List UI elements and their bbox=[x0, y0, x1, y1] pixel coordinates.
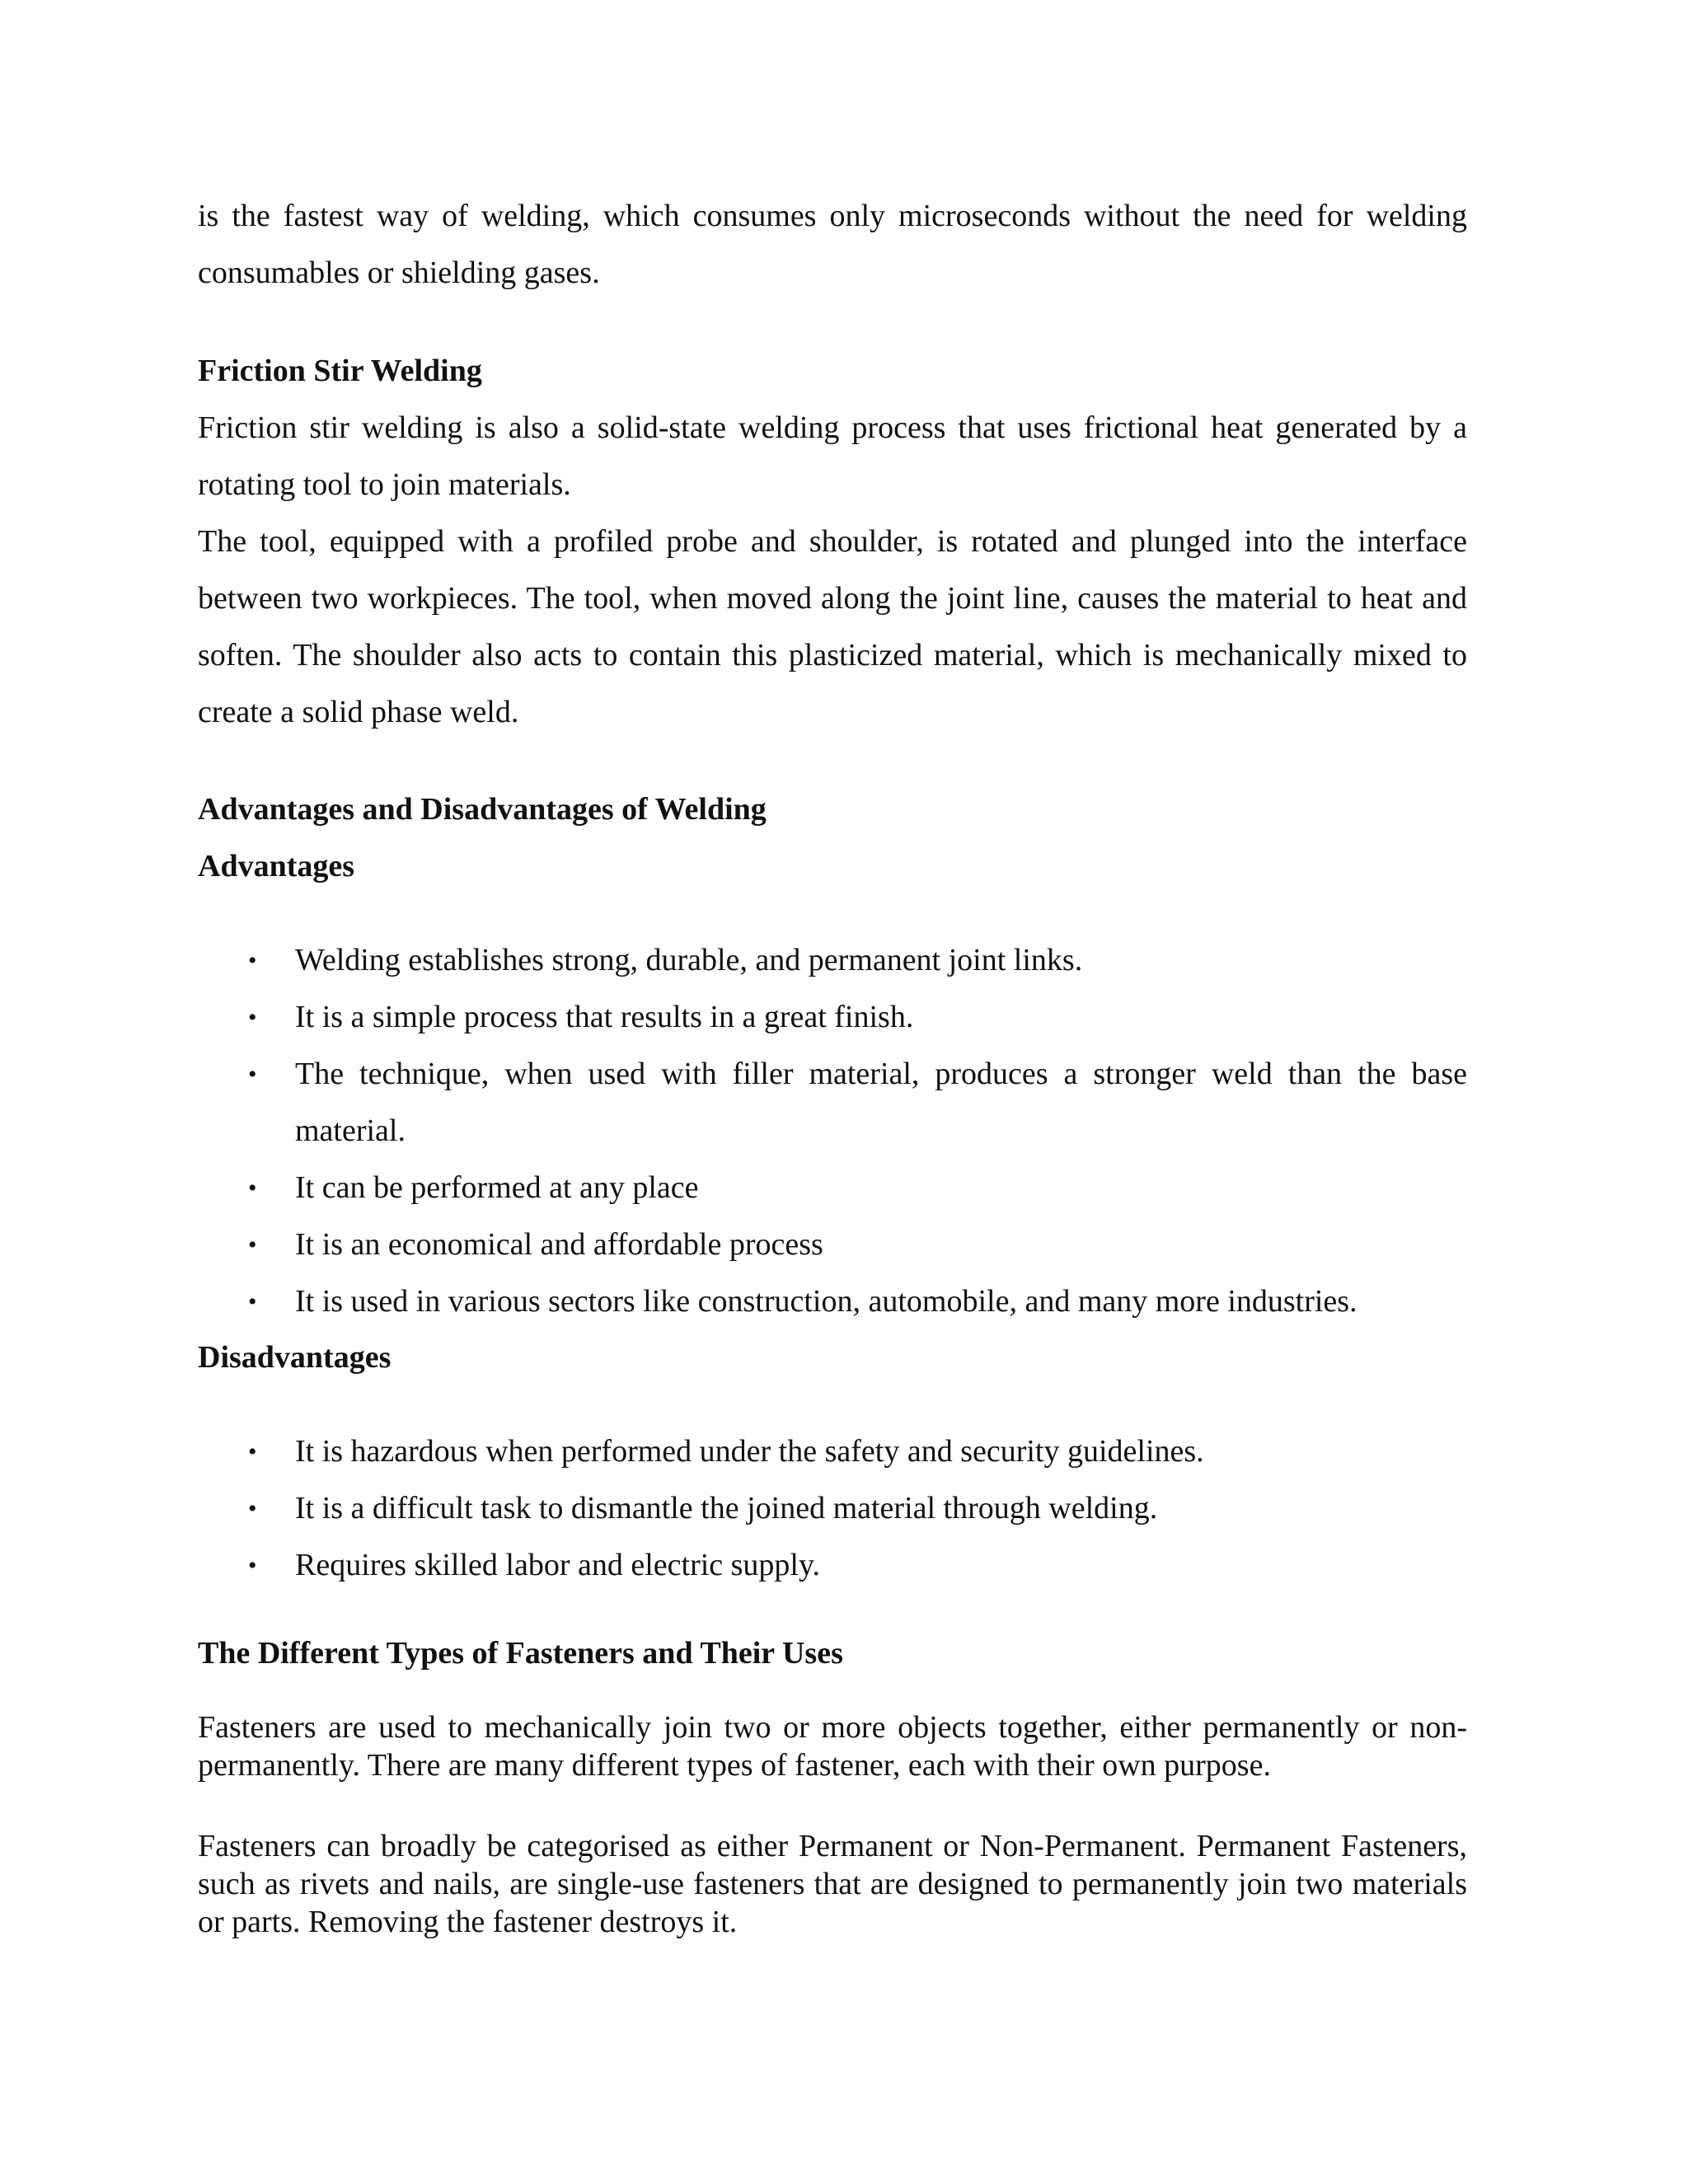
list-item bbox=[198, 989, 1467, 1046]
list-item-text: Requires skilled labor and electric supply. bbox=[295, 1548, 821, 1582]
list-item bbox=[198, 1480, 1467, 1537]
bullet-icon: • bbox=[248, 1174, 257, 1202]
list-item bbox=[198, 1273, 1467, 1330]
list-item-text: It is an economical and affordable process bbox=[295, 1227, 823, 1262]
list-item-text: It can be performed at any place bbox=[295, 1170, 699, 1205]
list-item bbox=[198, 1537, 1467, 1594]
list-item-text: The technique, when used with filler material, produces a stronger weld than the base material. bbox=[295, 1057, 1467, 1148]
bullet-icon: • bbox=[248, 1004, 257, 1031]
fasteners-paragraph-1: Fasteners are used to mechanically join two or more objects together, either permanently or non-permanently. There are many different types of fastener, each with their own purpose. bbox=[198, 1710, 1467, 1783]
adv-disadv-heading: Advantages and Disadvantages of Welding bbox=[198, 792, 767, 827]
disadvantages-list bbox=[198, 1423, 1467, 1594]
list-item-text: It is used in various sectors like construction, automobile, and many more industries. bbox=[295, 1284, 1357, 1319]
bullet-icon: • bbox=[248, 1495, 257, 1522]
list-item-text: Welding establishes strong, durable, and permanent joint links. bbox=[295, 943, 1083, 977]
friction-stir-heading: Friction Stir Welding bbox=[198, 354, 482, 388]
list-item-text: It is a difficult task to dismantle the joined material through welding. bbox=[295, 1491, 1158, 1526]
bullet-icon: • bbox=[248, 1438, 257, 1465]
list-item bbox=[198, 1046, 1467, 1160]
advantages-heading: Advantages bbox=[198, 849, 355, 883]
friction-stir-paragraph-2: The tool, equipped with a profiled probe and shoulder, is rotated and plunged into the interface between two workpieces. The tool, when moved along the joint line, causes the material to heat and soften. The shoulder also acts to contain this plasticized material, which is mechanically mixed to create a solid phase weld. bbox=[198, 524, 1467, 729]
intro-continuation-paragraph: is the fastest way of welding, which consumes only microseconds without the need for welding consumables or shielding gases. bbox=[198, 199, 1467, 290]
list-item bbox=[198, 1160, 1467, 1216]
bullet-icon: • bbox=[248, 1231, 257, 1258]
bullet-icon: • bbox=[248, 1552, 257, 1579]
fasteners-heading: The Different Types of Fasteners and Their Uses bbox=[198, 1636, 843, 1671]
bullet-icon: • bbox=[248, 1288, 257, 1315]
list-item bbox=[198, 1216, 1467, 1273]
advantages-list bbox=[198, 932, 1467, 1330]
list-item-text: It is hazardous when performed under the safety and security guidelines. bbox=[295, 1434, 1204, 1469]
friction-stir-paragraph-1: Friction stir welding is also a solid-state welding process that uses frictional heat generated by a rotating tool to join materials. bbox=[198, 410, 1467, 502]
fasteners-paragraph-2: Fasteners can broadly be categorised as either Permanent or Non-Permanent. Permanent Fasteners, such as rivets and nails, are single-use fasteners that are designed to permanently join two materials or parts. Removing the fastener destroys it. bbox=[198, 1829, 1467, 1939]
list-item-text: It is a simple process that results in a great finish. bbox=[295, 1000, 914, 1034]
list-item bbox=[198, 932, 1467, 989]
bullet-icon: • bbox=[248, 947, 257, 974]
disadvantages-heading: Disadvantages bbox=[198, 1340, 392, 1375]
list-item bbox=[198, 1423, 1467, 1480]
bullet-icon: • bbox=[248, 1061, 257, 1088]
